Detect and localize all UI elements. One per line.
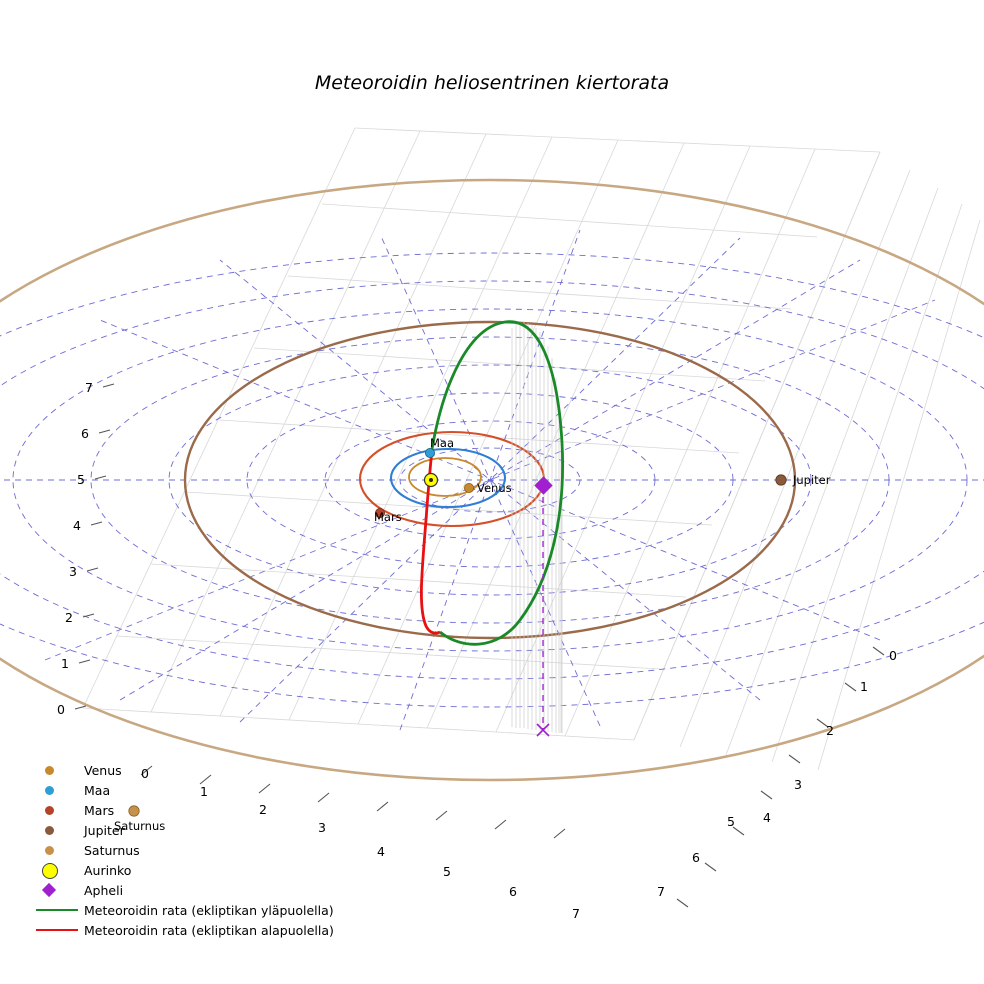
legend-label: Meteoroidin rata (ekliptikan yläpuolella) [84,902,334,918]
marker-jupiter [776,475,786,485]
svg-text:1: 1 [200,784,208,799]
svg-text:3: 3 [318,820,326,835]
label-mars: Mars [374,510,402,524]
axes-pane-grid [83,128,980,770]
legend-label: Meteoroidin rata (ekliptikan alapuolella) [84,922,334,938]
legend-label: Aurinko [84,862,132,878]
z-axis-tick-labels [57,380,93,717]
marker-venus [464,483,473,492]
svg-text:3: 3 [794,777,802,792]
legend-item-saturnus[interactable] [34,840,364,860]
svg-text:4: 4 [377,844,385,859]
aurinko-dot-icon [34,860,80,880]
legend-item-orbit-above[interactable] [34,900,364,920]
svg-text:4: 4 [73,518,81,533]
svg-text:6: 6 [509,884,517,899]
y-axis-tick-labels [657,648,897,899]
maa-dot-icon [34,780,80,800]
svg-text:6: 6 [81,426,89,441]
legend-label: Jupiter [84,822,125,838]
label-maa: Maa [430,436,455,450]
apheli-diamond-icon [34,880,80,900]
svg-text:2: 2 [259,802,267,817]
page-title: Meteoroidin heliosentrinen kiertorata [314,72,670,94]
legend-item-jupiter[interactable] [34,820,364,840]
red-line-icon [34,920,80,940]
polar-grid [0,230,984,730]
svg-text:1: 1 [61,656,69,671]
label-jupiter: Jupiter [793,473,831,487]
svg-text:1: 1 [860,679,868,694]
label-venus: Venus [477,481,512,495]
legend-label: Venus [84,762,122,778]
jupiter-dot-icon [34,820,80,840]
legend-item-maa[interactable] [34,780,364,800]
svg-text:5: 5 [77,472,85,487]
legend-label: Saturnus [84,842,140,858]
marker-aurinko [425,474,438,487]
marker-apheli [534,476,552,494]
svg-text:4: 4 [763,810,771,825]
svg-text:0: 0 [889,648,897,663]
mars-dot-icon [34,800,80,820]
svg-text:2: 2 [65,610,73,625]
svg-text:7: 7 [572,906,580,921]
svg-text:7: 7 [85,380,93,395]
legend-item-aurinko[interactable] [34,860,364,880]
svg-text:5: 5 [443,864,451,879]
svg-text:0: 0 [57,702,65,717]
legend-label: Maa [84,782,111,798]
svg-text:0: 0 [141,766,149,781]
legend [34,760,364,940]
saturnus-dot-icon [34,840,80,860]
legend-item-orbit-below[interactable] [34,920,364,940]
svg-text:7: 7 [657,884,665,899]
legend-label: Mars [84,802,115,818]
legend-item-mars[interactable] [34,800,364,820]
green-line-icon [34,900,80,920]
legend-item-venus[interactable] [34,760,364,780]
svg-text:6: 6 [692,850,700,865]
venus-dot-icon [34,760,80,780]
legend-item-apheli[interactable] [34,880,364,900]
apheli-dropline [537,486,549,736]
legend-label: Apheli [84,882,124,898]
svg-text:5: 5 [727,814,735,829]
svg-text:3: 3 [69,564,77,579]
svg-text:2: 2 [826,723,834,738]
label-saturnus: Saturnus [114,819,166,833]
